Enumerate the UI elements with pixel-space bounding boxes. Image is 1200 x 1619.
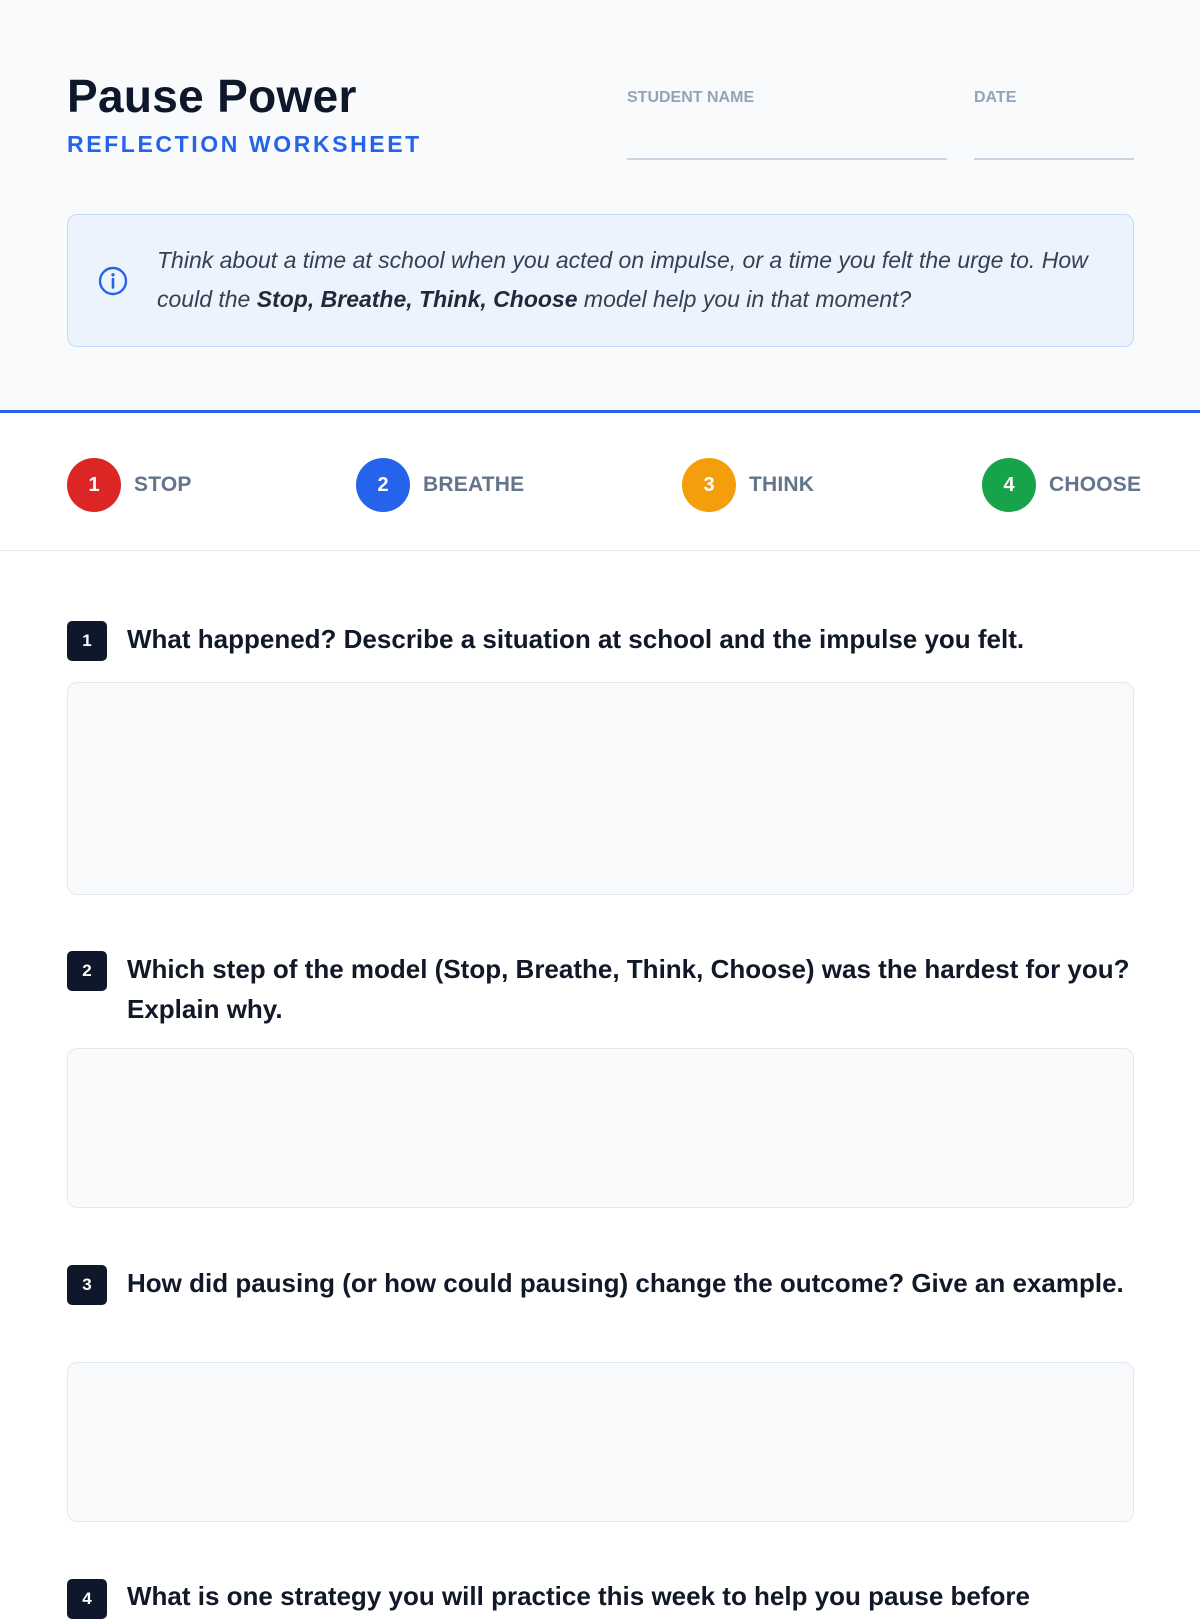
question-text: What happened? Describe a situation at school and the impulse you felt. bbox=[127, 624, 1025, 654]
model-name: Stop, Breathe, Think, Choose bbox=[256, 286, 578, 312]
callout-text-before: Think about a time at school when you acted on impulse, or a time you felt the urge to. How could the bbox=[157, 247, 1088, 312]
question-number-badge: 3 bbox=[67, 1265, 107, 1305]
callout-text bbox=[157, 241, 1107, 319]
question-text: Which step of the model (Stop, Breathe, Think, Choose) was the hardest for you? Explain why. bbox=[127, 954, 1130, 1024]
step-choose bbox=[982, 458, 1141, 512]
step-number-badge: 3 bbox=[682, 458, 736, 512]
step-stop bbox=[67, 458, 192, 512]
answer-box-1[interactable] bbox=[67, 682, 1134, 895]
page-title: Pause Power bbox=[67, 70, 357, 122]
page-subtitle: REFLECTION WORKSHEET bbox=[67, 131, 422, 157]
question-text: What is one strategy you will practice this week to help you pause before bbox=[127, 1581, 1030, 1611]
step-label: CHOOSE bbox=[1049, 473, 1142, 496]
model-steps-bar bbox=[0, 413, 1200, 551]
step-think bbox=[682, 458, 814, 512]
question-number-badge: 1 bbox=[67, 621, 107, 661]
date-label: DATE bbox=[974, 89, 1017, 106]
step-breathe bbox=[356, 458, 524, 512]
question-text: How did pausing (or how could pausing) change the outcome? Give an example. bbox=[127, 1268, 1124, 1298]
answer-box-3[interactable] bbox=[67, 1362, 1134, 1522]
worksheet-header bbox=[0, 0, 1200, 413]
instruction-callout bbox=[67, 214, 1134, 347]
step-label: STOP bbox=[134, 473, 192, 496]
date-field[interactable] bbox=[974, 158, 1134, 160]
step-label: THINK bbox=[749, 473, 815, 496]
step-number-badge: 4 bbox=[982, 458, 1036, 512]
step-number-badge: 1 bbox=[67, 458, 121, 512]
step-number-badge: 2 bbox=[356, 458, 410, 512]
callout-text-after: model help you in that moment? bbox=[577, 286, 912, 312]
answer-box-2[interactable] bbox=[67, 1048, 1134, 1208]
student-name-label: STUDENT NAME bbox=[627, 89, 755, 106]
step-label: BREATHE bbox=[423, 473, 525, 496]
question-number-badge: 4 bbox=[67, 1579, 107, 1619]
student-name-field[interactable] bbox=[627, 158, 947, 160]
info-icon bbox=[97, 265, 129, 297]
question-number-badge: 2 bbox=[67, 951, 107, 991]
